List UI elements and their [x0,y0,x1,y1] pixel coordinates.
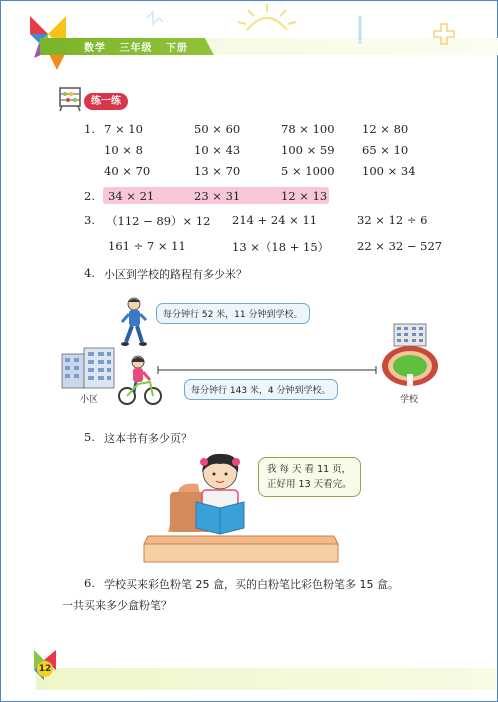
q1-cell: 100 × 34 [362,164,416,178]
q1-cell: 100 × 59 [281,143,335,157]
q1-cell: 40 × 70 [104,164,151,178]
bubble-line-1: 我 每 天 看 11 页， [267,464,352,475]
q1-cell: 7 × 10 [104,122,143,136]
sun-decoration [232,2,302,32]
q1-cell: 13 × 70 [194,164,241,178]
q5-question: 这本书有多少页？ [104,432,192,445]
q2-item: 34 × 21 [108,189,155,203]
residential-building-icon [60,346,118,390]
q4-question: 小区到学校的路程有多少米？ [104,268,247,281]
q3-number: 3. [84,213,95,227]
walk-speech-bubble: 每分钟行 52 米，11 分钟到学校。 [156,303,310,324]
abacus-icon [56,84,84,112]
q6-question-line-1: 学校买来彩色粉笔 25 盒，买的白粉笔比彩色粉笔多 15 盒。 [104,578,399,591]
q4-number: 4. [84,266,95,280]
reading-speech-bubble [258,457,361,497]
q1-cell: 10 × 8 [104,143,143,157]
school-label: 学校 [400,395,419,405]
residential-label: 小区 [80,395,99,405]
header-title: 数学 三年级 下册 [84,43,188,54]
q3-cell: （112 − 89）× 12 [106,214,211,228]
q6-question-line-2: 一共买来多少盒粉笔？ [62,599,172,612]
bike-speech-bubble: 每分钟行 143 米，4 分钟到学校。 [184,379,338,400]
q1-cell: 50 × 60 [194,122,241,136]
q1-cell: 12 × 80 [362,122,409,136]
q5-number: 5. [84,430,95,444]
cycling-girl-figure [116,354,164,408]
q2-item: 12 × 13 [281,189,328,203]
doodle-decoration [145,8,165,28]
q6-number: 6. [84,576,95,590]
walking-boy-figure [118,296,152,350]
q1-cell: 10 × 43 [194,143,241,157]
q3-cell: 22 × 32 − 527 [357,239,443,253]
q3-cell: 161 ÷ 7 × 11 [108,239,186,253]
q1-cell: 65 × 10 [362,143,409,157]
route-line [156,364,378,376]
section-badge: 练一练 [84,93,128,110]
school-building-icon [380,322,440,388]
q1-cell: 78 × 100 [281,122,335,136]
bubble-line-2: 正好用 13 天看完。 [267,479,352,490]
footer-band [36,668,496,690]
q2-number: 2. [84,189,95,203]
q3-cell: 13 ×（18 + 15） [232,240,330,254]
page-number: 12 [37,661,53,677]
q1-cell: 5 × 1000 [281,164,335,178]
q3-cell: 214 + 24 × 11 [232,213,318,227]
q2-item: 23 × 31 [194,189,241,203]
pencil-decoration [352,14,368,44]
plus-decoration [432,22,456,46]
q1-number: 1. [84,122,95,136]
q3-cell: 32 × 12 ÷ 6 [357,213,428,227]
